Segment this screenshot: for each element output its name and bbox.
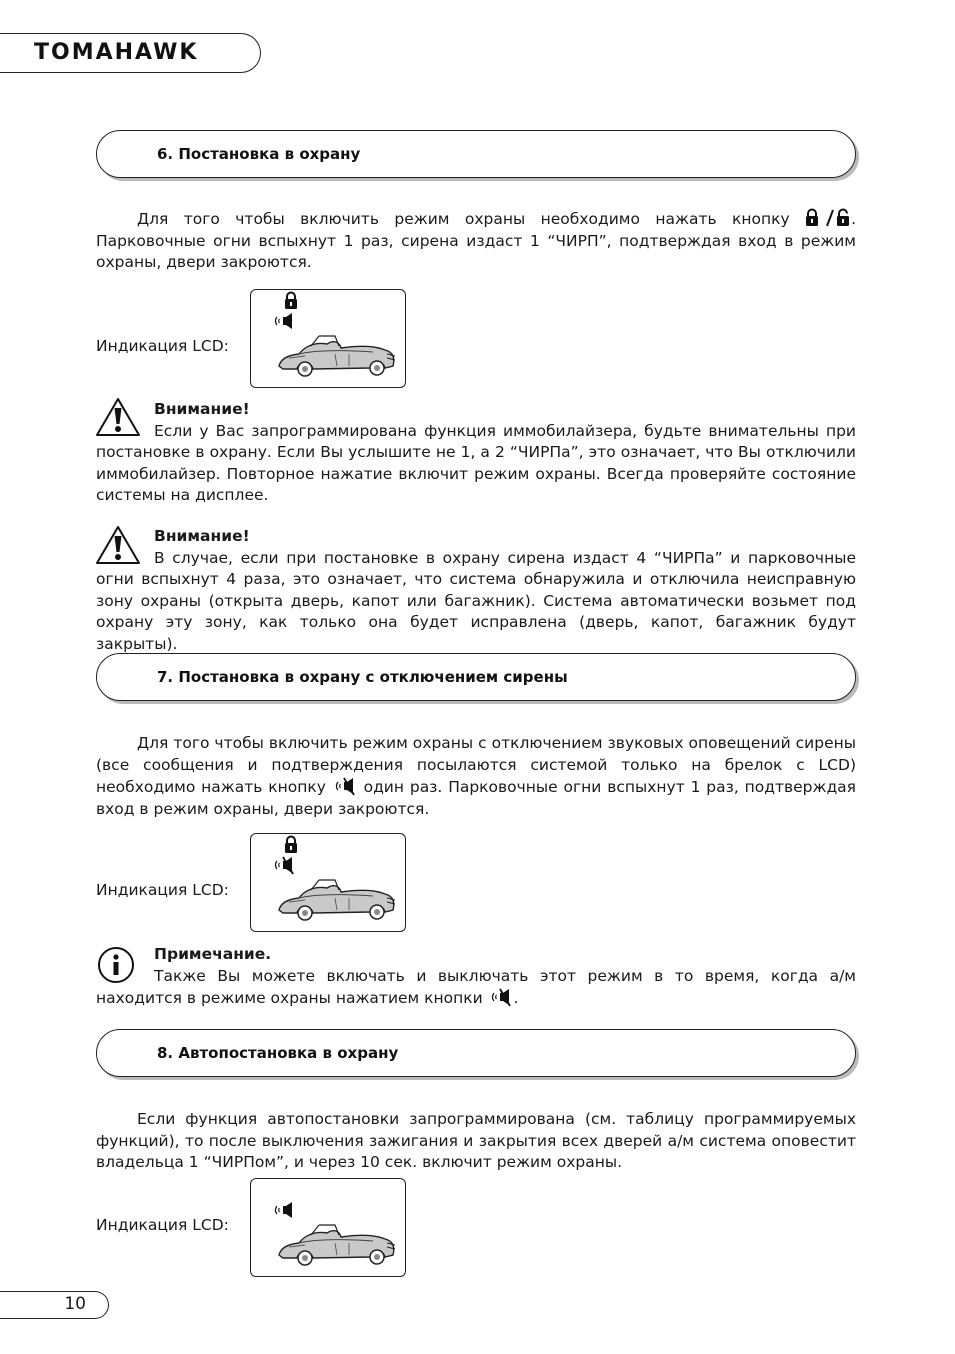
car-icon bbox=[279, 336, 395, 376]
warning-2-heading: Внимание! bbox=[154, 527, 250, 545]
section-8-paragraph: Если функция автопостановки запрограммирована (см. таблицу программируемых функций), то после выключения зажигания и закрытия всех дверей а/м система оповестит владельца 1 “ЧИРПом”, и через 10 сек. включит режим охраны. bbox=[96, 1110, 856, 1171]
note-heading: Примечание. bbox=[154, 945, 272, 963]
lock-icon bbox=[285, 837, 297, 854]
section-7-header bbox=[96, 653, 856, 701]
lcd-label: Индикация LCD: bbox=[96, 337, 229, 355]
siren-icon bbox=[275, 313, 292, 329]
lcd-label: Индикация LCD: bbox=[96, 881, 229, 899]
section-6-paragraph: Для того чтобы включить режим охраны необходимо нажать кнопку . Парковочные огни вспыхнут 1 раз, сирена издаст 1 “ЧИРП”, подтверждая вход в режим охраны, двери закроются. bbox=[96, 210, 857, 271]
car-icon bbox=[279, 1225, 395, 1265]
brand-name: TOMAHAWK bbox=[34, 40, 199, 65]
siren-icon bbox=[275, 1202, 292, 1218]
section-7-title: 7. Постановка в охрану с отключением сирены bbox=[157, 668, 568, 686]
lock-unlock-button-icon bbox=[805, 208, 851, 228]
section-8-title: 8. Автопостановка в охрану bbox=[157, 1044, 399, 1062]
section-6-title: 6. Постановка в охрану bbox=[157, 145, 361, 163]
lcd-label: Индикация LCD: bbox=[96, 1216, 229, 1234]
siren-off-button-icon bbox=[332, 776, 358, 796]
warning-1: Внимание! Если у Вас запрограммирована функция иммобилайзера, будьте внимательны при постановке в охрану. Если Вы услышите не 1, а 2 “ЧИРПа”, это означает, что Вы отключили иммобилайзер. Повторное нажатие включит режим охраны. Всегда проверяйте состояние системы на дисплее. bbox=[96, 400, 856, 504]
note: Примечание. Также Вы можете включать и выключать этот режим в то время, когда а/м находится в режиме охраны нажатием кнопки . bbox=[96, 945, 856, 1007]
lcd-indicator bbox=[250, 833, 406, 932]
page-number: 10 bbox=[0, 1291, 109, 1319]
section-8-header bbox=[96, 1029, 856, 1077]
brand-logo bbox=[0, 33, 261, 73]
warning-2: Внимание! В случае, если при постановке в охрану сирена издаст 4 “ЧИРПа” и парковочные огни вспыхнут 4 раза, это означает, что система обнаружила и отключила неисправную зону охраны (открыта дверь, капот или багажник). Система автоматически возьмет под охрану эту зону, как только она будет исправлена (дверь, капот, багажник будут закрыты). bbox=[96, 527, 856, 653]
section-7-paragraph: Для того чтобы включить режим охраны с отключением звуковых оповещений сирены (все сообщения и подтверждения посылаются системой только на брелок с LCD) необходимо нажать кнопку один раз. Парковочные огни вспыхнут 1 раз, подтверждая вход в режим охраны, двери закроются. bbox=[96, 734, 856, 818]
siren-off-icon bbox=[275, 857, 293, 874]
section-6-header bbox=[96, 130, 856, 178]
lcd-indicator bbox=[250, 1178, 406, 1277]
car-icon bbox=[279, 880, 395, 920]
siren-off-button-icon bbox=[488, 987, 514, 1007]
lock-icon bbox=[285, 293, 297, 310]
lcd-indicator bbox=[250, 289, 406, 388]
warning-1-heading: Внимание! bbox=[154, 400, 250, 418]
